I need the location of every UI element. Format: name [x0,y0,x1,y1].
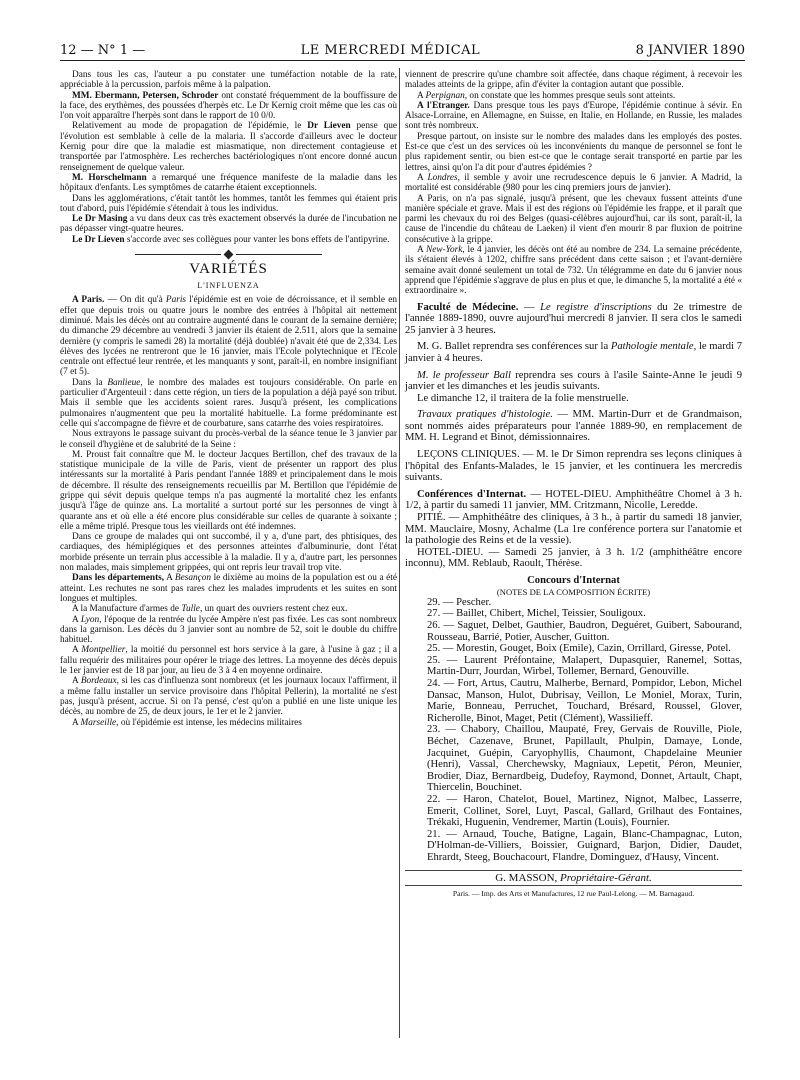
paragraph-text: le dixième au moins de la population est ou a été atteint. Les rechutes ne sont pas rares chez les malades imprudents et les suites en sont longues et multiples. [60,573,397,604]
paragraph-text: — MM. Martin-Durr et de Grandmaison, sont nommés aides préparateurs pour l'année 1889-90, en remplacement de MM. H. Legrand et Binot, démissionnaires. [405,409,742,444]
paragraph: HOTEL-DIEU. — Samedi 25 janvier, à 3 h. 1/2 (amphithéâtre encore inconnu), MM. Reblaub, Raoult, Thérèse. [405,546,742,570]
place-name: Paris [165,295,187,306]
paragraph [60,235,397,245]
paragraph-text: , le mardi 7 janvier à 4 heures. [405,341,742,364]
paragraph-text: Relativement au mode de propagation de l'épidémie, le [72,121,308,132]
paragraph-text: , il semble y avoir une recrudescence depuis le 6 janvier. A Madrid, la mortalité est considérable (980 pour les cinq premiers jours de janvier). [405,172,742,194]
signature-title: Propriétaire-Gérant. [560,871,652,884]
paragraph-text: l'épidémie est en voie de décroissance, et il semble en effet que depuis trois ou quatre jours le nombre des entrées à l'hôpital ait nettement diminué. Mais les décès ont au contraire augmenté dans le courant de la semaine dernière; du dimanche 29 décembre au vendredi 3 janvier ils étaient de 2.511, alors que la semaine dernière (y compris le samedi 28) la mortalité (déjà doublée) n'avait été que de 2,334. Les élèves des lycées ne rentreront que le 16 janvier, mais l'Ecole polytechnique et l'Ecole centrale ont effectué leur rentrée, et les manquants y sont, paraît-il, en nombre insignifiant (7 et 5). [60,295,397,378]
paragraph-text: A la Manufacture d'armes de [72,604,182,615]
paragraph: LEÇONS CLINIQUES. — M. le Dr Simon reprendra ses leçons cliniques à l'hôpital des Enfants-Malades, le 15 janvier, et les continuera les mercredis suivants. [405,449,742,484]
paragraph-text: , on constate que les hommes presque seuls sont atteints. [464,90,676,101]
paragraph [60,173,397,194]
right-column [405,70,742,899]
list-item: 26. — Saguet, Delbet, Gauthier, Baudron, Deguéret, Guibert, Sabourand, Rousseau, Barrié, Potier, Auscher, Guitton. [427,620,742,643]
author-names: Le Dr Lieven [72,234,125,245]
header-rule [60,60,745,61]
place-name: Marseille [80,717,117,728]
paragraph-text: , où l'épidémie est intense, les médecins militaires [116,717,302,728]
lead-in: Faculté de Médecine. [417,301,519,313]
list-item: 25. — Laurent Préfontaine, Malapert, Dupasquier, Ranemel, Sottas, Martin-Durr, Jourdan, Wirbel, Tollemer, Bernard, Genouville. [427,654,742,678]
place-name: Tulle [181,604,200,615]
paragraph: Dans tous les cas, l'auteur a pu constater une tuméfaction notable de la rate, appréciable à la percussion, parfois même à la palpation. [60,70,397,91]
section-title-varietes: VARIÉTÉS [189,261,268,278]
paragraph: Le dimanche 12, il traitera de la folie menstruelle. [417,392,629,404]
paragraph [60,121,397,172]
author-names: M. Horschelmann [72,172,147,183]
emphasis: Pathologie mentale [610,341,694,353]
paragraph [60,645,397,676]
paragraph-text: A [417,90,426,101]
paragraph-text: A [72,645,82,656]
paragraph-text: ont constaté fréquemment de la bouffissure de la face, des erythèmes, des poussées d'herpès etc. Le Dr Kernig croit même que les cas où l'on voit apparaître l'herpès sont dans le rapport de 10 0/0. [60,90,398,122]
paragraph: viennent de prescrire qu'une chambre soit affectée, dans chaque régiment, à recevoir les malades atteints de la grippe, afin d'éviter la contagion autant que possible. [405,70,742,91]
paragraph-text: reprendra ses cours à l'asile Sainte-Anne le jeudi 9 janvier et les dimanches et les jeudis suivants. [405,369,742,393]
list-item: 29. — Pescher. [427,596,492,608]
paragraph: Presque partout, on insiste sur le nombre des malades dans les employés des postes. Est-ce que c'est un des services où les inconvénients du manque de personnel se font le plus rapidement sentir, ou bien est-ce que le contage serait transporté en partie par les lettres, ainsi qu'on l'a dit pour d'autres épidémies ? [405,131,742,173]
place-name: Londres [427,172,458,183]
paragraph-text: M. G. Ballet reprendra ses conférences sur la [417,341,611,353]
page-header [60,38,745,58]
list-item: 23. — Chabory, Chaillou, Maupaté, Frey, Gervais de Rouville, Piole, Béchet, Cazenave, Brunet, Papillault, Phulpin, Damaye, Londe, Jacquinet, Guépin, Caryophyllis, Chaumont, Chapdelaine Meunier (Henri), Vassal, Cherchewsky, Magniaux, Lepetit, Péron, Meunier, Brodier, Diaz, Bernardbeig, Dudefoy, Raymond, Donnet, Artault, Chapt, Thiercelin, Bouchinet. [427,724,742,794]
paragraph [60,718,397,728]
paragraph [405,370,742,393]
paragraph-text: , la moitié du personnel est hors service à la gare, à l'usine à gaz ; il a fallu requérir des militaires pour opérer le triage des lettres. La moyenne des décès depuis le 1er janvier est de 18 par jour, au lieu de 3 à 4 en moyenne ordinaire. [60,645,397,677]
concours-subtitle: (NOTES DE LA COMPOSITION ÉCRITE) [496,586,651,597]
paragraph [405,173,742,194]
paragraph [60,295,397,377]
lead-in: A l'Etranger. [417,100,470,111]
paragraph-text: a vu dans deux cas très exactement observés la durée de l'incubation ne pas dépasser vingt-quatre heures. [60,214,397,235]
concours-title: Concours d'Internat [527,575,620,586]
paragraph: Nous extrayons le passage suivant du procès-verbal de la séance tenue le 3 janvier par le conseil d'hygiène et de salubrité de la Seine : [60,429,397,450]
paragraph [60,214,397,235]
paragraph: PITIÉ. — Amphithéâtre des cliniques, à 3 h., à partir du samedi 18 janvier, MM. Mauclaire, Mosny, Achalme (La 1re conférence portera sur l'anatomie et la pathologie des Reins et de la vessie). [405,512,742,547]
paragraph [60,573,397,604]
paragraph [60,378,397,429]
author-names: Le Dr Masing [72,214,128,225]
place-name: Besançon [174,573,212,584]
section-subtitle: L'INFLUENZA [197,281,260,291]
paragraph-text: — HOTEL-DIEU. Amphithéâtre Chomel à 3 h. 1/2, à partir du samedi 11 janvier, MM. Critzmann, Nicolle, Leredde. [405,488,742,512]
paragraph [405,245,742,296]
paragraph-text: A [164,573,175,584]
emphasis: M. le professeur Ball [417,369,511,381]
paragraph [60,91,397,122]
journal-title: LE MERCREDI MÉDICAL [300,43,481,58]
paragraph-text: Dans presque tous les pays d'Europe, l'épidémie continue à sévir. En Alsace-Lorraine, en Allemagne, en Suisse, en Italie, en Hollande, en Russie, les malades sont très nombreux. [405,100,742,132]
paragraph-text: A [72,676,81,687]
paragraph-text: , le 4 janvier, les décès ont été au nombre de 234. La semaine précédente, ils s'étaient élevés à 1202, chiffre sans précédent dans cette saison ; et l'avant-dernière semaine avait donné seulement un total de 732. Un télégramme en date du 6 janvier nous apprend que l'épidémie s'aggrave de plus en plus et que, le dimanche 5, la mortalité a été « extraordinaire ». [405,245,742,297]
paragraph-text: A [72,614,81,625]
list-item: 27. — Baillet, Chibert, Michel, Teissier, Souligoux. [427,608,646,620]
paragraph-text: Dans la [72,377,108,388]
column-separator [399,68,400,1038]
paragraph-text: A [417,245,427,256]
list-item: 21. — Arnaud, Touche, Batigne, Lagain, Blanc-Champagnac, Luton, D'Holman-de-Villiers, Boissier, Guignard, Barjon, Didier, Daudet, Ehrardt, Steeg, Bouchacourt, Flandre, Dominguez, d'Hausy, Vincent. [427,828,742,863]
paragraph: M. Proust fait connaître que M. le docteur Jacques Bertillon, chef des travaux de la statistique municipale de la ville de Paris, vient de présenter un rapport des plus intéressants sur la mortalité à Paris pendant l'année 1889 et principalement dans le mois de décembre. Il résulte des renseignements recueillis par M. Bertillon que l'épidémie de grippe qui sévit depuis quelque temps n'a pas augmenté la mortalité chez les enfants jusqu'à l'âge de quinze ans. La mortalité a surtout porté sur les personnes de vingt à quarante ans et où elle a été encore plus considérable sur celles de quarante à soixante ; elle a même triplé. Presque tous les vieillards ont été indemnes. [60,449,397,532]
lead-in: Conférences d'Internat. [417,488,527,500]
paragraph-text: A [417,172,428,183]
paragraph-text: , l'époque de la rentrée du lycée Ampère n'est pas fixée. Les cas sont nombreux dans la garnison. Les décès du 3 janvier sont au nombre de 52, soit le double du chiffre habituel. [60,614,398,646]
paragraph [405,91,742,101]
paragraph [405,409,742,444]
paragraph-text: — On dit qu'à [104,295,166,306]
paragraph-text: , si les cas d'influenza sont nombreux (et les journaux locaux l'affirment, il a même fallu installer un service provisoire dans l'hôpital Pellerin), la mortalité ne s'est pas, jusqu'à présent, accrue. Si on l'a pensé, c'est qu'on a publié en une liste unique les décès, au nombre de 25, de deux jours, le 1er et le 2 janvier. [60,676,397,718]
paragraph [405,101,742,132]
paragraph: Dans les agglomérations, c'était tantôt les hommes, tantôt les femmes qui étaient pris tout d'abord, puis l'épidémie s'étendait à tous les individus. [60,193,397,214]
paragraph [405,341,742,364]
paragraph-text: , un quart des ouvriers restent chez eux. [199,604,348,615]
list-item: 25. — Morestin, Gouget, Boix (Emile), Cazin, Orrillard, Giresse, Potel. [427,643,731,655]
author-names: Dr Lieven [307,121,351,132]
paragraph: A Paris, on n'a pas signalé, jusqu'à présent, que les chevaux fussent atteints d'une manière spéciale et grave. Mais il est des régions où l'épidémie les frappe, et il paraît que parmi les chevaux du roi des Belges (quasi-célèbres aujourd'hui, car ils sont, paraît-il, la cause de l'incendie du château de Laeken) il vient d'en mourir 8 par fluxion de poitrine consécutive à la grippe. [405,193,742,245]
paragraph [405,302,742,337]
place-name: Montpellier [81,645,126,656]
grades-list [405,597,742,864]
paragraph [60,676,397,717]
paragraph-text: a remarqué une fréquence manifeste de la maladie dans les hôpitaux d'enfants. Les symptômes de catarrhe étaient exceptionnels. [60,172,398,194]
place-name: Banlieue [107,377,141,388]
paragraph: Dans ce groupe de malades qui ont succombé, il y a, d'une part, des phtisiques, des cardiaques, des hémiplégiques et des personnes atteintes d'albuminurie, dont l'état morbide présente un terrain plus accessible à la maladie. Il y a, d'autre part, les personnes non malades, mais simplement grippées, qui ont repris leur travail trop vite. [60,532,397,574]
place-name: Lyon [80,614,100,625]
author-names: MM. Ebermann, Petersen, Schroder [72,90,219,101]
paragraph-text: pense que l'évolution est semblable à celle de la malaria. Il s'accorde d'ailleurs avec le docteur Kernig pour dire que la maladie est miasmatique, non directement contagieuse et transportée par l'atmosphère. Les recherches bactériologiques n'ont encore donné aucun renseignement de quelque valeur. [60,121,397,173]
paragraph-text: du 2e trimestre de l'année 1889-1890, ouvre aujourd'hui mercredi 8 janvier. Il sera clos le samedi 25 janvier à 3 heures. [405,301,743,336]
place-name: Bordeaux [80,676,117,687]
paragraph-text: A [72,717,81,728]
signature-line [405,870,742,886]
list-item: 22. — Haron, Chatelot, Bouel, Martinez, Nignot, Malbec, Lasserre, Emerit, Collinet, Sorel, Luyt, Pascal, Gallard, Grilhaut des Fontaines, Trékaki, Huguenin, Vendremer, Martin (Louis), Fournier. [427,793,742,829]
place-name: Perpignan [425,90,465,101]
paragraph-text: — [518,301,541,313]
list-item: 24. — Fort, Artus, Cautru, Malherbe, Bernard, Pompidor, Lebon, Michel Dansac, Manson, Hulot, Dubrisay, Veillon, Le Moniel, Morax, Turin, Marie, Bonneau, Perruchet, Touchard, Brésard, Roussel, Glover, Richerolle, Binot, Maget, Petit (Clément), Wassilieff. [427,678,742,724]
issue-date: 8 JANVIER 1890 [635,43,745,58]
lead-in: A Paris. [72,295,105,306]
signature-name: G. MASSON, [495,871,561,884]
paragraph [405,489,742,512]
paragraph-text: , le nombre des malades est toujours considérable. On parle en particulier d'Argenteuil : dans cette région, un tiers de la population a déjà payé son tribut. Mais il semble que les accidents soient rares. Jusqu'à présent, les complications pulmonaires n'augmentent que peu la mortalité habituelle. La forme prédominante est celle qui s'accompagne de fièvre et de courbature, sans catarrhe des voies respiratoires. [60,377,397,429]
emphasis: Travaux pratiques d'histologie. [417,409,553,421]
page-number: 12 — N° 1 — [60,43,146,58]
section-ornament [60,251,397,258]
imprint: Paris. — Imp. des Arts et Manufactures, 12 rue Paul-Lelong. — M. Barnagaud. [452,888,695,898]
emphasis: Le registre d'inscriptions [540,301,652,313]
left-column [60,70,397,728]
lead-in: Dans les départements, [72,573,165,584]
place-name: New-York [426,245,463,256]
paragraph-text: s'accorde avec ses collègues pour vanter les bons effets de l'antipyrine. [124,234,390,245]
paragraph [60,604,397,614]
paragraph [60,615,397,646]
